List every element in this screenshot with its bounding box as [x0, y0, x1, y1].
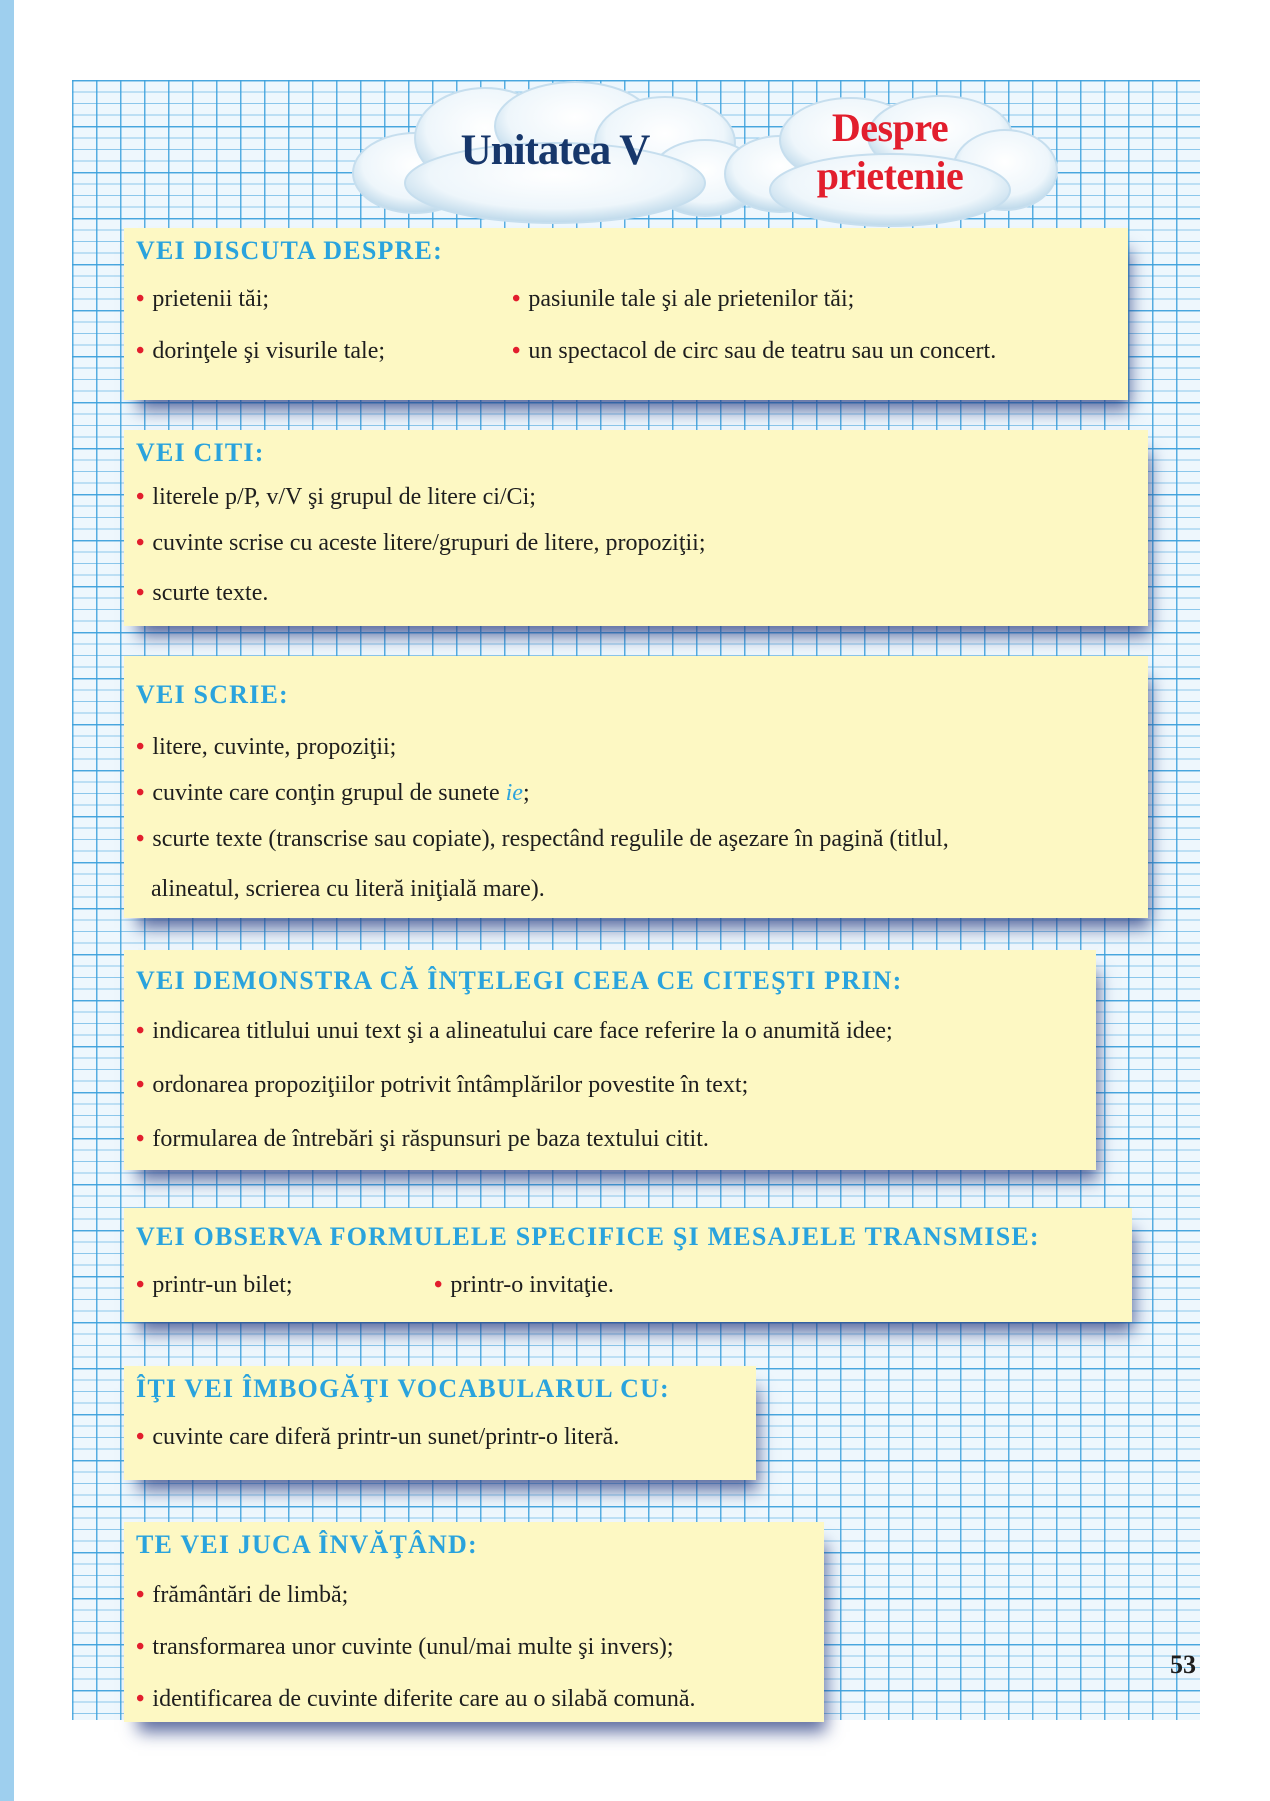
section-title: VEI SCRIE: [136, 680, 289, 709]
unit-title: Unitatea V [460, 127, 650, 174]
list-item: • scurte texte (transcrise sau copiate), respectând regulile de aşezare în pagină (titlul, [136, 826, 949, 853]
section-title: ÎŢI VEI ÎMBOGĂŢI VOCABULARUL CU: [136, 1374, 670, 1403]
list-item: • dorinţele şi visurile tale; [136, 338, 385, 365]
sound-group-highlight: ie [505, 780, 523, 806]
section-title: VEI DISCUTA DESPRE: [136, 236, 443, 265]
list-item: • printr-o invitaţie. [434, 1272, 614, 1299]
list-item: • printr-un bilet; [136, 1272, 293, 1299]
unit-title-cloud [345, 78, 765, 228]
list-item: • litere, cuvinte, propoziţii; [136, 734, 396, 761]
item-text-end: ; [522, 780, 530, 806]
list-item: • un spectacol de circ sau de teatru sau un concert. [512, 338, 996, 365]
list-item: • prietenii tăi; [136, 286, 269, 313]
list-item: • cuvinte scrise cu aceste litere/grupuri de litere, propoziţii; [136, 530, 706, 557]
left-margin-strip [0, 0, 14, 1801]
section-observe [124, 1208, 1132, 1322]
section-discuss [124, 228, 1128, 400]
topic-title [720, 104, 1060, 200]
item-text: cuvinte care conţin grupul de sunete [152, 780, 500, 806]
section-demonstrate [124, 950, 1096, 1170]
page-number: 53 [1170, 1650, 1196, 1679]
section-vocabulary [124, 1366, 756, 1480]
list-item [136, 780, 530, 807]
list-item: • transformarea unor cuvinte (unul/mai multe şi invers); [136, 1634, 674, 1661]
topic-title-line2: prietenie [816, 153, 964, 198]
section-write [124, 656, 1148, 918]
list-item: • ordonarea propoziţiilor potrivit întâmplărilor povestite în text; [136, 1072, 748, 1099]
section-title: TE VEI JUCA ÎNVĂŢÂND: [136, 1530, 478, 1559]
section-title: VEI OBSERVA FORMULELE SPECIFICE ŞI MESAJELE TRANSMISE: [136, 1222, 1040, 1251]
list-item: • identificarea de cuvinte diferite care au o silabă comună. [136, 1686, 695, 1713]
section-play [124, 1522, 824, 1722]
section-read [124, 430, 1148, 626]
list-item: • cuvinte care diferă printr-un sunet/printr-o literă. [136, 1424, 619, 1451]
list-item: • frământări de limbă; [136, 1582, 348, 1609]
list-item: • indicarea titlului unui text şi a alineatului care face referire la o anumită idee; [136, 1018, 893, 1045]
list-item: • formularea de întrebări şi răspunsuri pe baza textului citit. [136, 1126, 709, 1153]
section-title: VEI CITI: [136, 438, 265, 467]
section-title: VEI DEMONSTRA CĂ ÎNŢELEGI CEEA CE CITEŞTI PRIN: [136, 966, 903, 995]
list-item: • literele p/P, v/V şi grupul de litere ci/Ci; [136, 484, 536, 511]
topic-title-cloud [720, 92, 1060, 232]
topic-title-line1: Despre [831, 105, 949, 150]
list-item: • pasiunile tale şi ale prietenilor tăi; [512, 286, 854, 313]
list-item: • scurte texte. [136, 580, 268, 607]
list-item-continuation: alineatul, scrierea cu literă iniţială mare). [151, 876, 545, 902]
